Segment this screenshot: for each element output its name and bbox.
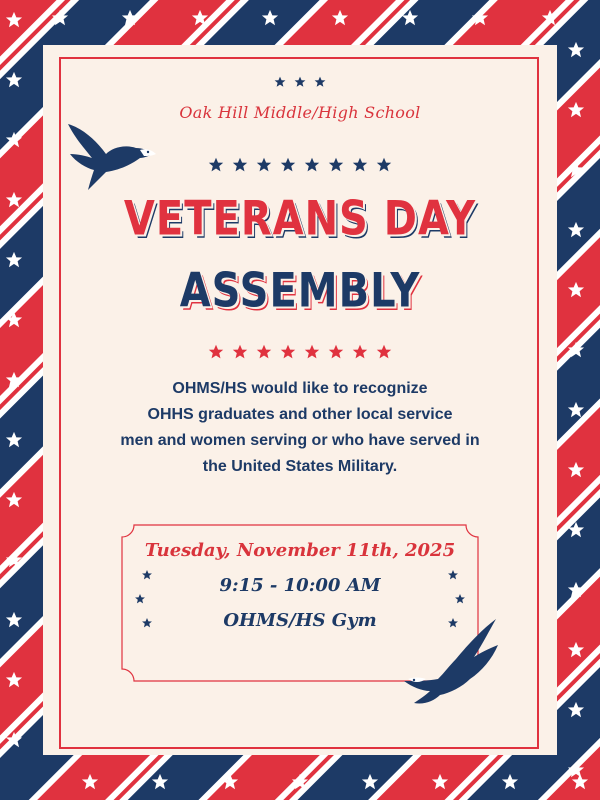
title-assembly: ASSEMBLY: [179, 263, 421, 319]
description-line: OHHS graduates and other local service: [147, 406, 453, 423]
star-icon: [295, 77, 306, 87]
eagle-icon: [62, 118, 162, 196]
star-icon: [329, 158, 343, 172]
description-line: men and women serving or who have served in: [120, 432, 480, 449]
school-name: Oak Hill Middle/High School: [179, 103, 421, 122]
star-icon: [275, 77, 286, 87]
eagle-icon: [400, 615, 505, 710]
star-icon: [353, 158, 367, 172]
description: [0, 376, 600, 480]
star-icon: [257, 345, 271, 359]
star-icon: [377, 345, 391, 359]
star-icon: [315, 77, 326, 87]
description-line: the United States Military.: [202, 458, 398, 475]
star-icon: [257, 158, 271, 172]
event-time: 9:15 - 10:00 AM: [219, 575, 381, 596]
red-star-row: [205, 342, 395, 362]
navy-star-row: [205, 155, 395, 175]
star-icon: [329, 345, 343, 359]
star-icon: [281, 158, 295, 172]
star-icon: [209, 158, 223, 172]
star-icon: [233, 345, 247, 359]
star-icon: [233, 158, 247, 172]
star-icon: [377, 158, 391, 172]
title-veterans-day: VETERANS DAY: [123, 191, 477, 247]
event-date: Tuesday, November 11th, 2025: [144, 540, 456, 561]
top-star-row: [270, 75, 330, 89]
star-icon: [305, 345, 319, 359]
star-icon: [305, 158, 319, 172]
description-line: OHMS/HS would like to recognize: [172, 380, 428, 397]
star-icon: [209, 345, 223, 359]
star-icon: [281, 345, 295, 359]
event-location: OHMS/HS Gym: [223, 610, 377, 631]
star-icon: [353, 345, 367, 359]
